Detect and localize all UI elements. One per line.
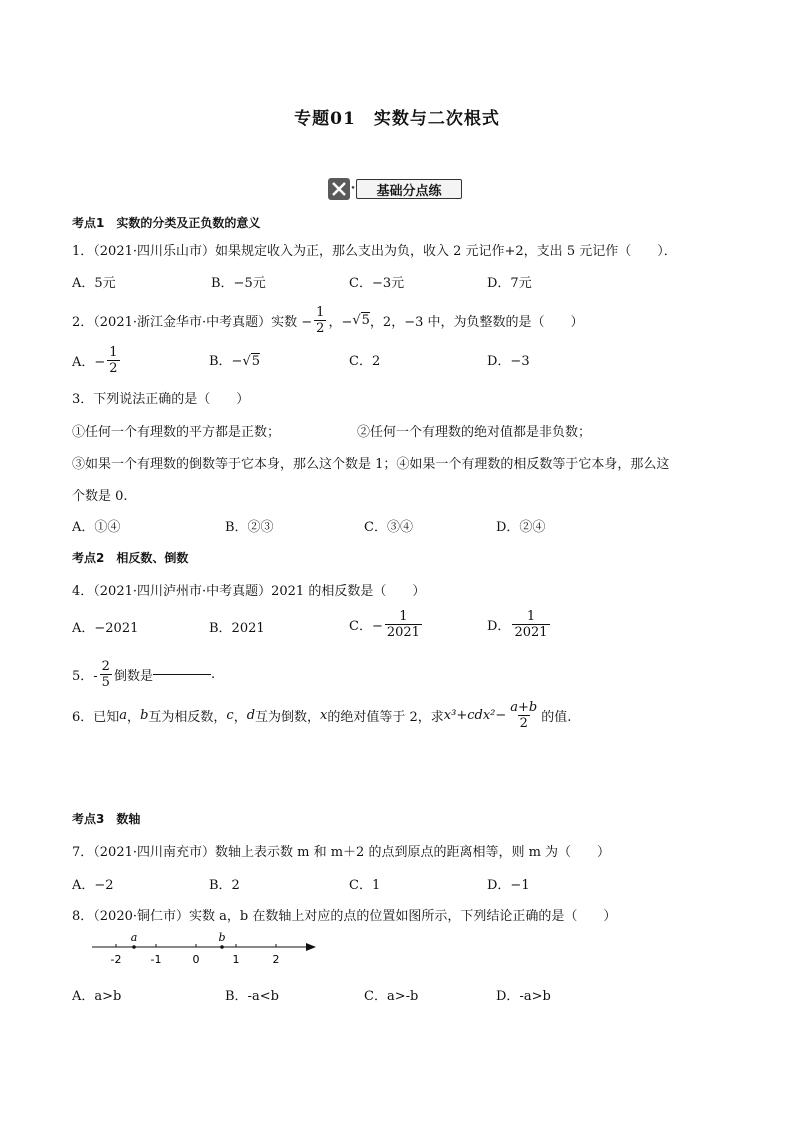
answer-blank (153, 674, 211, 675)
question-5: 5．- $\frac{2}{5}$ 倒数是 . (72, 658, 216, 690)
q8-option-d: D．-a>b (496, 989, 551, 1004)
q1-option-c: C．−3元 (349, 276, 405, 291)
q1-option-b: B．−5元 (211, 276, 266, 291)
page-title: 专题01 实数与二次根式 (294, 109, 500, 129)
q2-option-a: A．− $\frac{1}{2}$ (72, 344, 118, 376)
q3-statement-3-4: ③如果一个有理数的倒数等于它本身，那么这个数是 1；④如果一个有理数的相反数等于它本身，那么这 (72, 457, 670, 472)
q3-statement-4-cont: 个数是 0. (72, 489, 128, 504)
q8-option-c: C．a>-b (364, 989, 419, 1004)
q4-option-b: B．2021 (209, 621, 265, 636)
point-b-label: b (218, 931, 226, 944)
question-4: 4．（2021·四川泸州市·中考真题）2021 的相反数是（ ） (72, 584, 426, 599)
fraction: $\frac{2}{5}$ (101, 658, 110, 690)
crossed-pencils-icon (328, 178, 350, 200)
q7-option-a: A．−2 (72, 878, 114, 893)
q2-option-c: C．2 (349, 354, 381, 369)
fraction: $\frac{1}{2021}$ (386, 608, 420, 640)
q2-option-d: D．−3 (487, 354, 530, 369)
point-b (220, 945, 224, 949)
point-a-label: a (130, 931, 138, 944)
point-a (132, 945, 136, 949)
q3-option-a: A．①④ (72, 520, 121, 535)
q7-option-b: B．2 (209, 878, 240, 893)
number-line-tick-label: -2 (110, 953, 122, 966)
keypoint-number: 考点2 (72, 551, 105, 565)
section-badge (328, 178, 462, 200)
sqrt-symbol: √ (352, 312, 361, 328)
q4-option-d: D． $\frac{1}{2021}$ (487, 608, 548, 640)
fraction: $\frac{a+b}{2}$ (510, 699, 538, 731)
q7-option-c: C．1 (349, 878, 381, 893)
q7-option-d: D．−1 (487, 878, 530, 893)
badge-label: 基础分点练 (356, 179, 462, 199)
number-line-figure (90, 926, 330, 968)
question-3: 3．下列说法正确的是（ ） (72, 392, 250, 407)
keypoint-3 (72, 810, 140, 827)
q3-option-d: D．②④ (496, 520, 546, 535)
badge-dot: • (350, 184, 356, 194)
q4-option-a: A．−2021 (72, 621, 139, 636)
sqrt-symbol: √ (242, 354, 251, 369)
q3-statement-1: ①任何一个有理数的平方都是正数； (72, 425, 281, 440)
keypoint-label: 相反数、倒数 (116, 551, 189, 565)
question-2: 2．（2021·浙江金华市·中考真题）实数 − $\frac{1}{2}$ ，− √ 5 ，2，−3 中，为负整数的是（ ） (72, 304, 584, 336)
keypoint-number: 考点3 (72, 812, 105, 826)
fraction: $\frac{1}{2}$ (316, 304, 325, 336)
keypoint-label: 实数的分类及正负数的意义 (116, 216, 261, 230)
q8-option-a: A．a>b (72, 989, 122, 1004)
question-6: 6．已知 a ， b 互为相反数， c ， d 互为倒数， x 的绝对值等于 2，求 x³+cdx²− $\frac{a+b}{2}$ 的值. (72, 699, 572, 731)
q4-option-c: C．− $\frac{1}{2021}$ (349, 608, 420, 640)
keypoint-label: 数轴 (116, 812, 141, 826)
question-1: 1．（2021·四川乐山市）如果规定收入为正，那么支出为负，收入 2 元记作+2，支出 5 元记作（ ）． (72, 244, 677, 259)
number-line-arrow (306, 943, 316, 951)
keypoint-1 (72, 214, 260, 231)
keypoint-number: 考点1 (72, 216, 105, 230)
q8-option-b: B．-a<b (225, 989, 279, 1004)
keypoint-2 (72, 549, 188, 566)
number-line-tick-label: 0 (192, 953, 200, 966)
number-line-tick-label: -1 (150, 953, 162, 966)
q3-statement-2: ②任何一个有理数的绝对值都是非负数； (357, 425, 592, 440)
fraction: $\frac{1}{2021}$ (514, 608, 548, 640)
q2-option-b: B．−√5 (209, 354, 261, 369)
fraction: $\frac{1}{2}$ (109, 344, 118, 376)
q1-option-a: A．5元 (72, 276, 116, 291)
question-8: 8．（2020·铜仁市）实数 a，b 在数轴上对应的点的位置如图所示，下列结论正确的是（ ） (72, 909, 617, 924)
q3-option-b: B．②③ (225, 520, 274, 535)
question-7: 7．（2021·四川南充市）数轴上表示数 m 和 m＋2 的点到原点的距离相等，则 m 为（ ） (72, 845, 611, 860)
q3-option-c: C．③④ (364, 520, 413, 535)
number-line-tick-label: 2 (272, 953, 280, 966)
q1-option-d: D．7元 (487, 276, 532, 291)
number-line-tick-label: 1 (232, 953, 240, 966)
